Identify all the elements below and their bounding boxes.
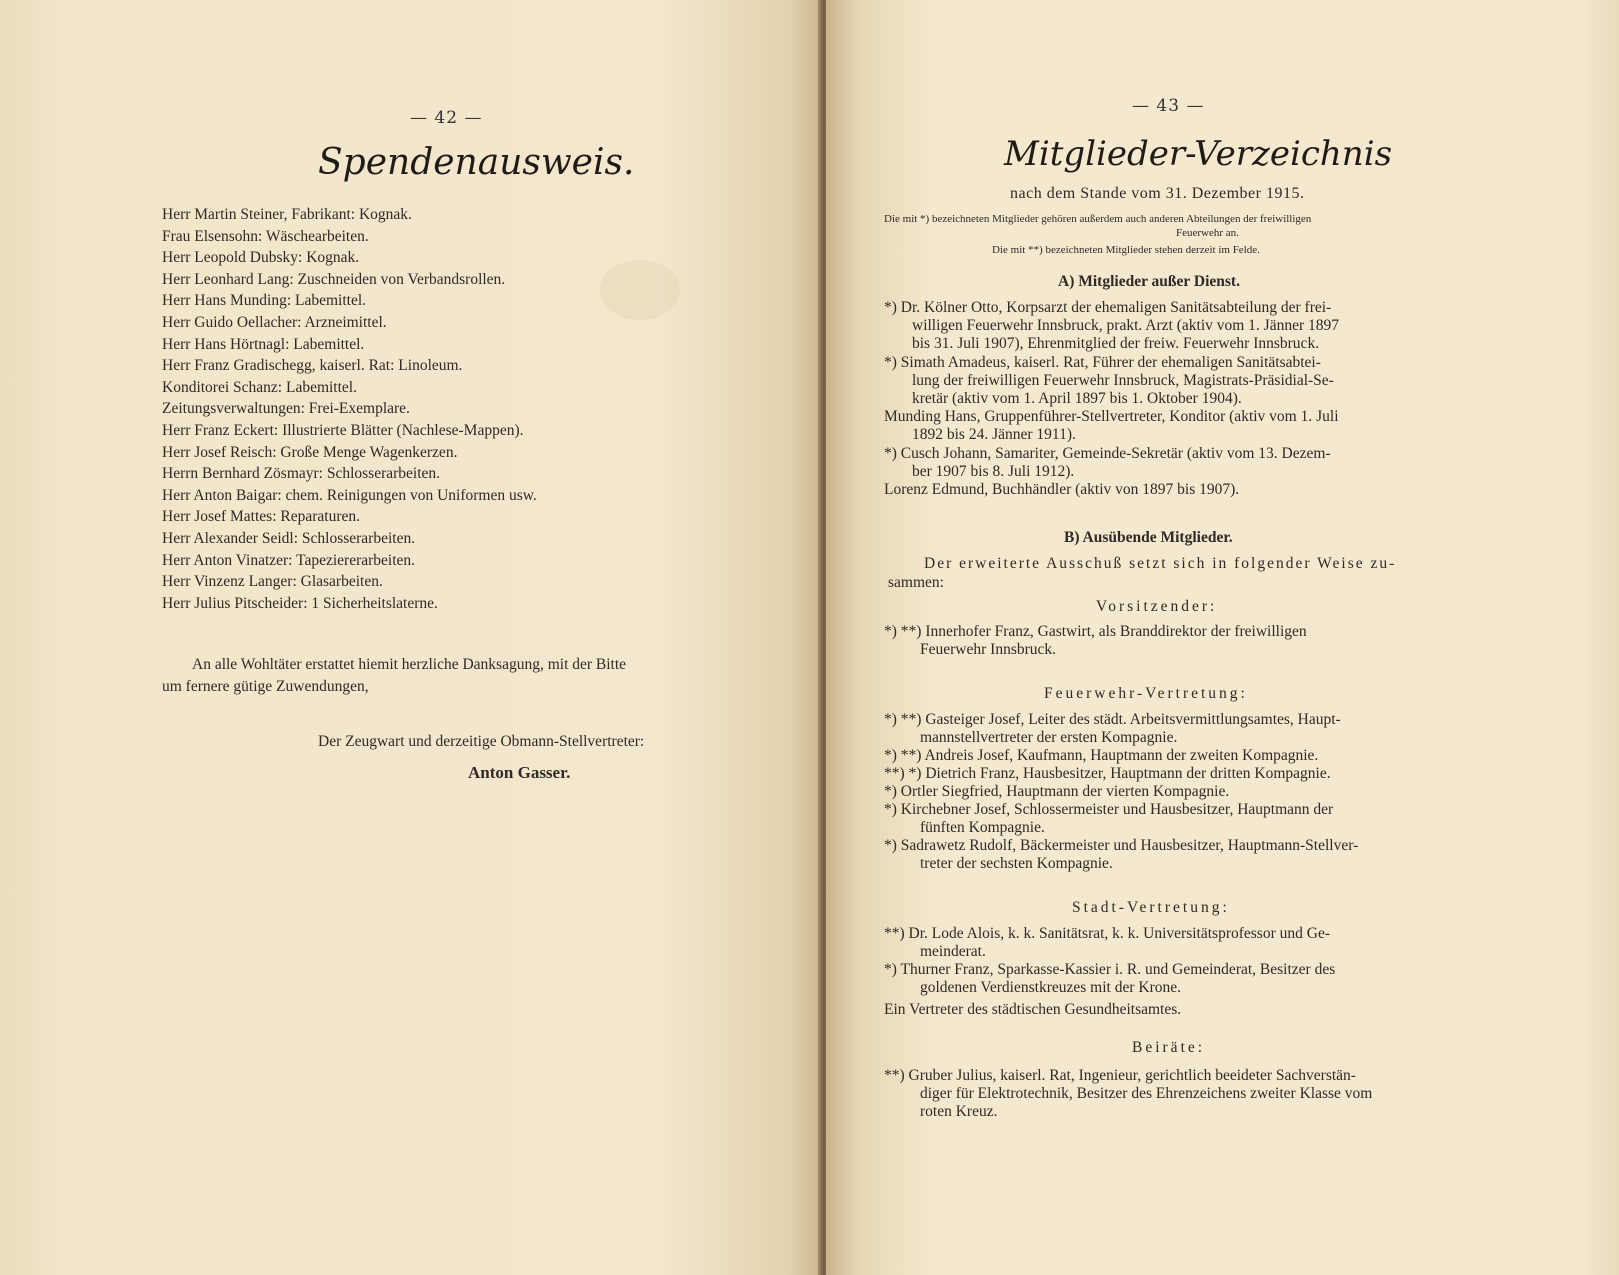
list-line: Konditorei Schanz: Labemittel. [162, 378, 357, 396]
list-line: Herr Franz Gradischegg, kaiserl. Rat: Linoleum. [162, 357, 463, 375]
page-title: Spendenausweis. [318, 142, 635, 183]
list-line: mannstellvertreter der ersten Kompagnie. [920, 729, 1178, 746]
subsection-heading: Beiräte: [1132, 1039, 1206, 1056]
thanks-text: um fernere gütige Zuwendungen, [162, 678, 369, 695]
subsection-heading: Stadt-Vertretung: [1072, 899, 1230, 916]
list-line: Herr Leopold Dubsky: Kognak. [162, 249, 360, 267]
list-line: treter der sechsten Kompagnie. [920, 855, 1113, 872]
page-number: — 42 — [410, 108, 483, 128]
list-line: willigen Feuerwehr Innsbruck, prakt. Arzt (aktiv vom 1. Jänner 1897 [912, 317, 1340, 335]
list-line: 1892 bis 24. Jänner 1911). [912, 426, 1076, 444]
list-line: *) Simath Amadeus, kaiserl. Rat, Führer der ehemaligen Sanitätsabtei- [884, 353, 1321, 371]
footnote-text: Feuerwehr an. [1176, 227, 1239, 239]
intro-text: Der erweiterte Ausschuß setzt sich in folgender Weise zu- [924, 555, 1397, 572]
list-line: Herrn Bernhard Zösmayr: Schlosserarbeiten. [162, 465, 441, 483]
right-page [826, 0, 1619, 1275]
list-line: roten Kreuz. [920, 1103, 998, 1120]
list-line: *) Sadrawetz Rudolf, Bäckermeister und Hausbesitzer, Hauptmann-Stellver- [884, 837, 1359, 854]
section-heading: B) Ausübende Mitglieder. [1064, 529, 1233, 546]
list-line: kretär (aktiv vom 1. April 1897 bis 1. Oktober 1904). [912, 390, 1242, 407]
list-line: Herr Hans Munding: Labemittel. [162, 292, 367, 310]
list-line: Herr Alexander Seidl: Schlosserarbeiten. [162, 530, 416, 547]
list-line: goldenen Verdienstkreuzes mit der Krone. [920, 979, 1181, 996]
list-line: Herr Vinzenz Langer: Glasarbeiten. [162, 573, 383, 591]
list-line: Munding Hans, Gruppenführer-Stellvertreter, Konditor (aktiv vom 1. Juli [884, 408, 1339, 426]
list-line: Frau Elsensohn: Wäschearbeiten. [162, 227, 369, 245]
intro-text: sammen: [888, 574, 944, 591]
subsection-heading: Feuerwehr-Vertretung: [1044, 685, 1248, 702]
list-line: Herr Josef Mattes: Reparaturen. [162, 508, 360, 526]
list-line: *) Thurner Franz, Sparkasse-Kassier i. R. und Gemeinderat, Besitzer des [884, 961, 1336, 978]
footnote-text: Die mit **) bezeichneten Mitglieder stehen derzeit im Felde. [992, 244, 1260, 256]
section-heading: A) Mitglieder außer Dienst. [1058, 273, 1240, 290]
list-line: **) *) Dietrich Franz, Hausbesitzer, Hauptmann der dritten Kompagnie. [884, 765, 1331, 782]
list-line: **) Dr. Lode Alois, k. k. Sanitätsrat, k. k. Universitätsprofessor und Ge- [884, 925, 1330, 942]
list-line: Herr Franz Eckert: Illustrierte Blätter (Nachlese-Mappen). [162, 422, 524, 439]
list-line: diger für Elektrotechnik, Besitzer des Ehrenzeichens zweiter Klasse vom [920, 1085, 1373, 1102]
list-line: Herr Anton Baigar: chem. Reinigungen von Uniformen usw. [162, 486, 537, 504]
signature-role: Der Zeugwart und derzeitige Obmann-Stellvertreter: [318, 733, 645, 750]
list-line: Herr Leonhard Lang: Zuschneiden von Verbandsrollen. [162, 270, 506, 288]
subtitle: nach dem Stande vom 31. Dezember 1915. [1010, 185, 1305, 202]
signature-name: Anton Gasser. [468, 763, 571, 782]
thanks-text: An alle Wohltäter erstattet hiemit herzliche Danksagung, mit der Bitte [192, 656, 627, 673]
list-line: Zeitungsverwaltungen: Frei-Exemplare. [162, 400, 410, 418]
list-line: lung der freiwilligen Feuerwehr Innsbruck, Magistrats-Präsidial-Se- [912, 371, 1334, 389]
list-line: Herr Guido Oellacher: Arzneimittel. [162, 314, 387, 331]
list-line: *) Kirchebner Josef, Schlossermeister und Hausbesitzer, Hauptmann der [884, 801, 1334, 818]
paper-stain [600, 260, 680, 320]
list-line: ber 1907 bis 8. Juli 1912). [912, 462, 1075, 480]
list-line: fünften Kompagnie. [920, 819, 1045, 836]
list-line: *) Ortler Siegfried, Hauptmann der vierten Kompagnie. [884, 783, 1230, 800]
list-line: Herr Anton Vinatzer: Tapeziererarbeiten. [162, 551, 416, 569]
list-line: Feuerwehr Innsbruck. [920, 641, 1057, 658]
list-line: *) **) Andreis Josef, Kaufmann, Hauptmann der zweiten Kompagnie. [884, 747, 1319, 764]
list-line: Herr Hans Hörtnagl: Labemittel. [162, 335, 365, 353]
subsection-heading: Vorsitzender: [1096, 598, 1218, 615]
list-line: Lorenz Edmund, Buchhändler (aktiv von 1897 bis 1907). [884, 481, 1240, 498]
list-line: *) Cusch Johann, Samariter, Gemeinde-Sekretär (aktiv vom 13. Dezem- [884, 444, 1331, 462]
list-line: Ein Vertreter des städtischen Gesundheitsamtes. [884, 1001, 1182, 1018]
list-line: **) Gruber Julius, kaiserl. Rat, Ingenieur, gerichtlich beeideter Sachverstän- [884, 1067, 1356, 1084]
list-line: bis 31. Juli 1907), Ehrenmitglied der freiw. Feuerwehr Innsbruck. [912, 335, 1320, 353]
page-number: — 43 — [1132, 96, 1205, 116]
footnote-text: Die mit *) bezeichneten Mitglieder gehören außerdem auch anderen Abteilungen der freiwilligen [884, 213, 1312, 225]
list-line: Herr Josef Reisch: Große Menge Wagenkerzen. [162, 443, 458, 461]
list-line: *) Dr. Kölner Otto, Korpsarzt der ehemaligen Sanitätsabteilung der frei- [884, 299, 1332, 316]
page-title: Mitglieder-Verzeichnis [1004, 134, 1393, 174]
list-line: Herr Martin Steiner, Fabrikant: Kognak. [162, 206, 412, 223]
list-line: *) **) Innerhofer Franz, Gastwirt, als Branddirektor der freiwilligen [884, 623, 1307, 640]
list-line: *) **) Gasteiger Josef, Leiter des städt. Arbeitsvermittlungsamtes, Haupt- [884, 711, 1341, 728]
list-line: meinderat. [920, 943, 986, 960]
list-line: Herr Julius Pitscheider: 1 Sicherheitslaterne. [162, 594, 438, 612]
